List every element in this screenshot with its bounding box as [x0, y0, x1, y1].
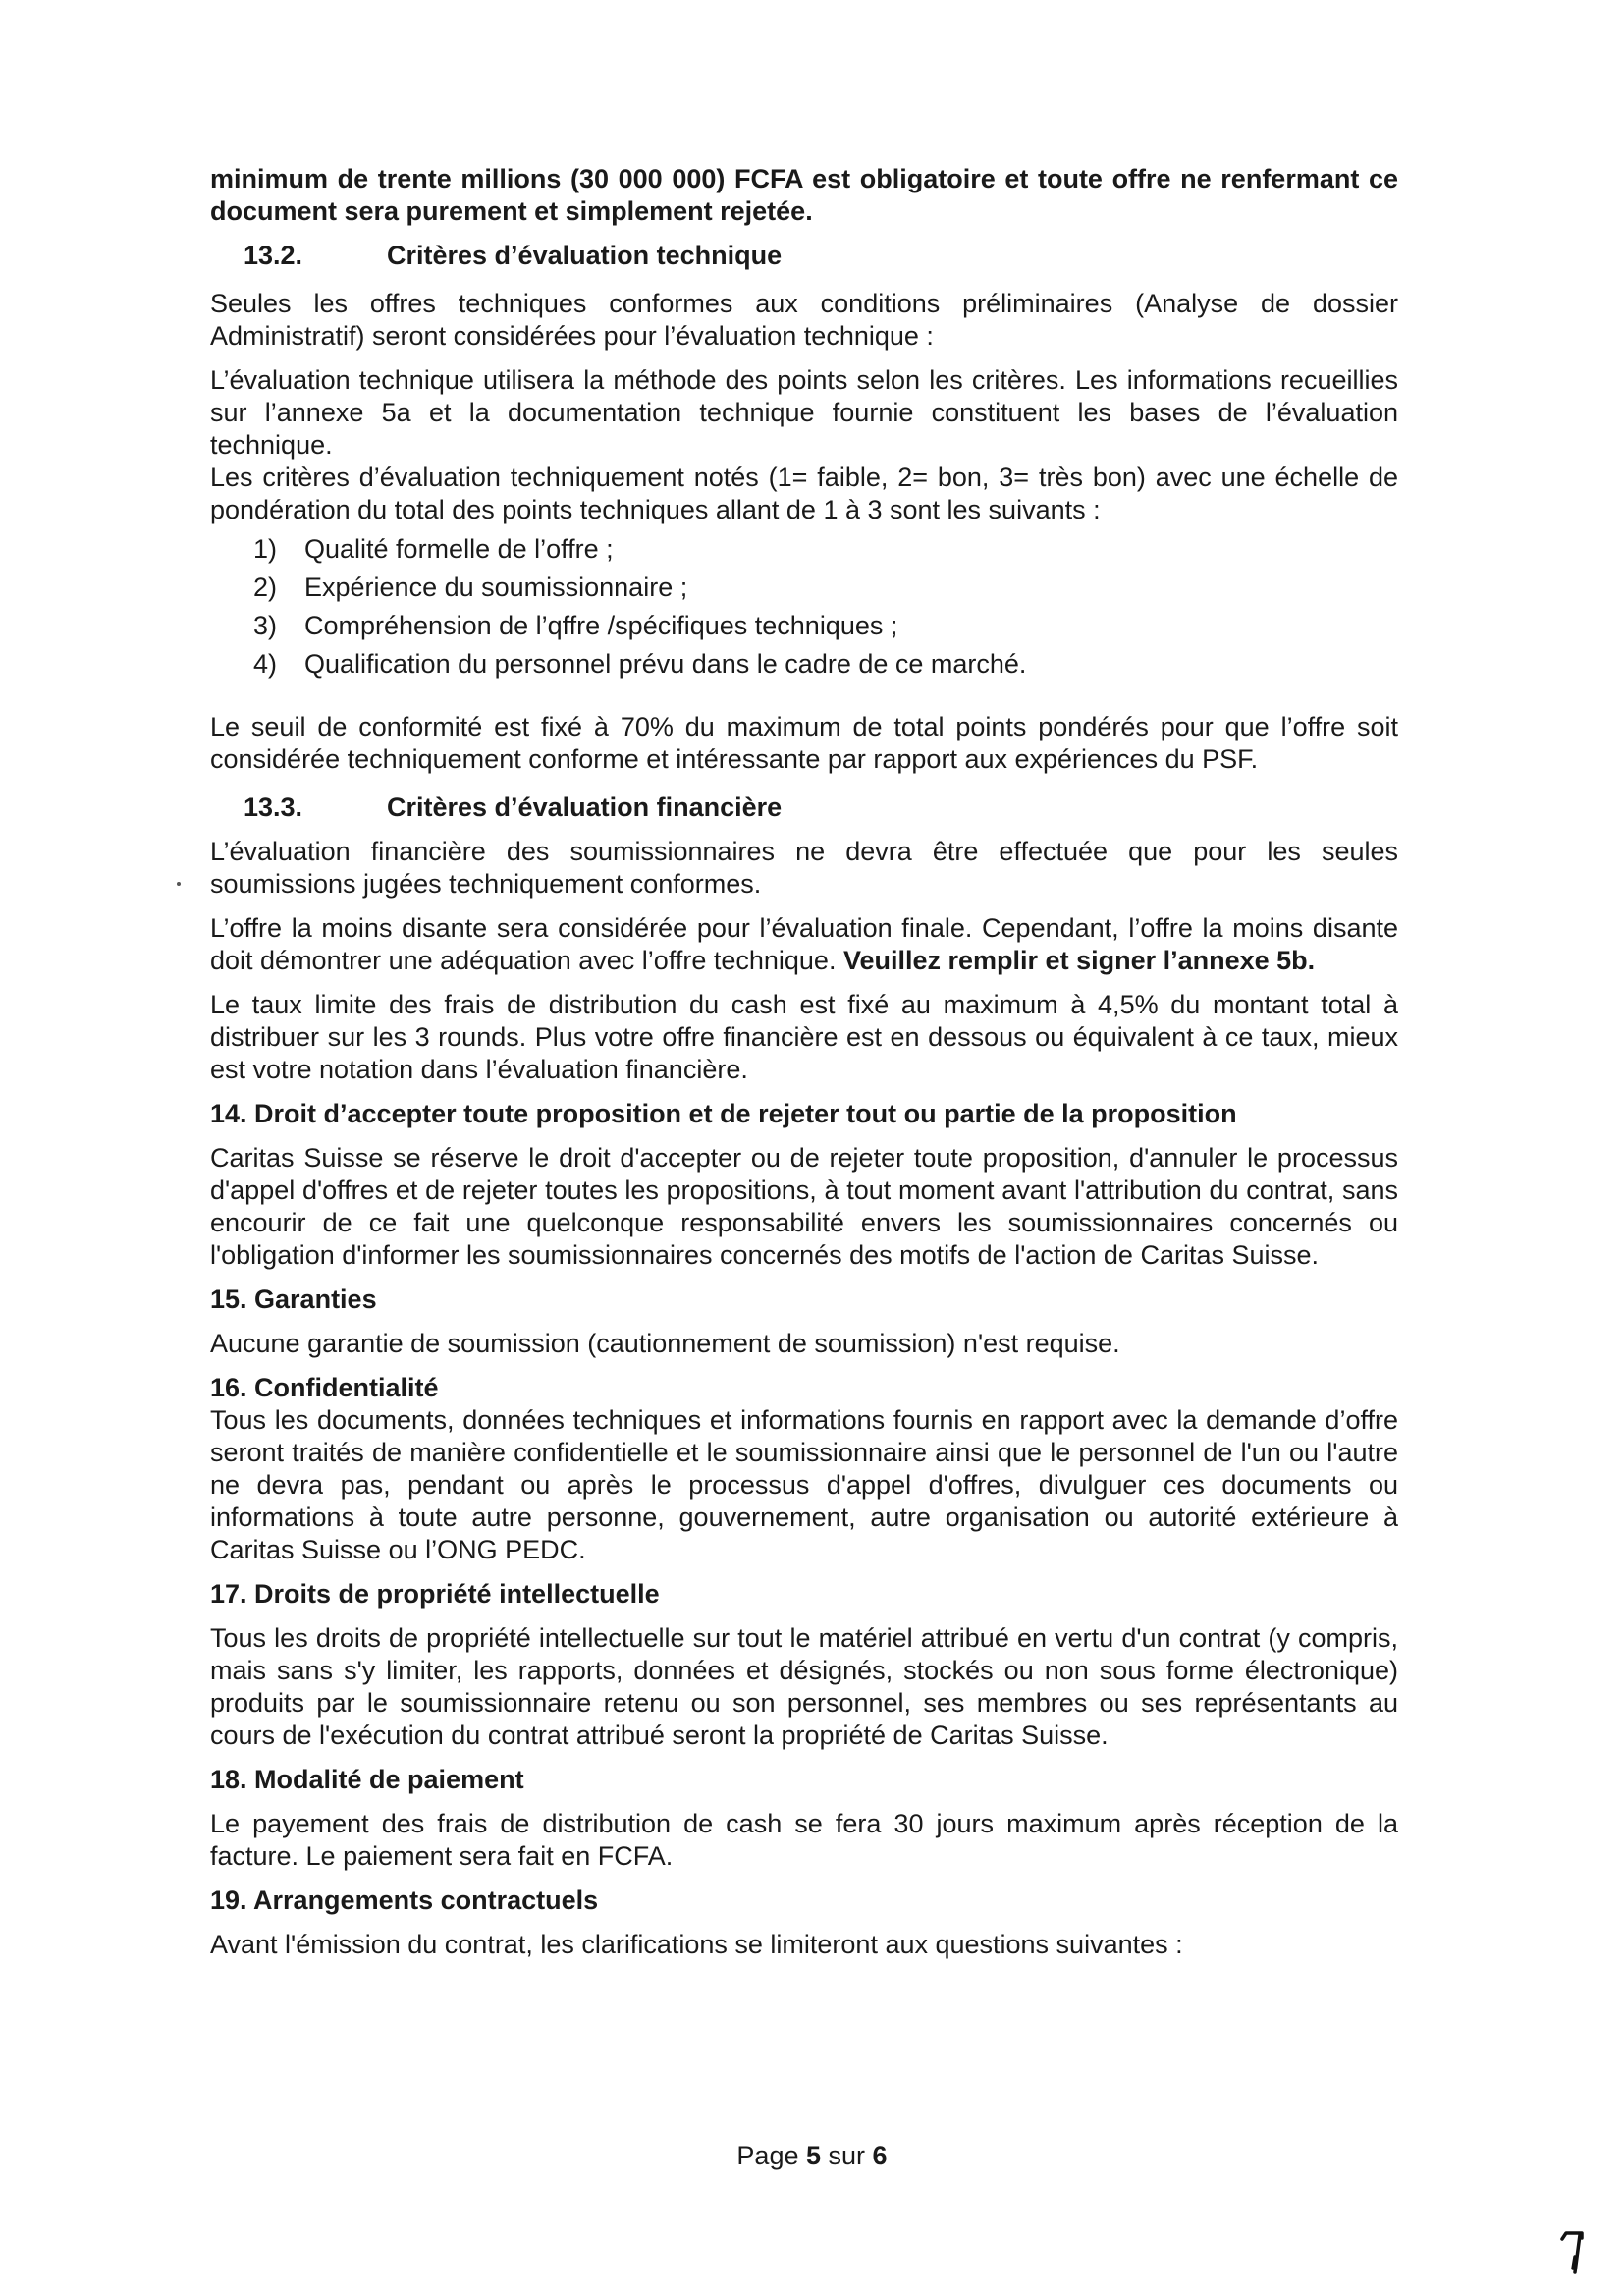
list-item [253, 530, 1398, 569]
list-item [253, 645, 1398, 683]
current-page: 5 [805, 2141, 822, 2170]
section-title: Critères d’évaluation technique [387, 241, 783, 270]
paragraph: Seules les offres techniques conformes aux conditions préliminaires (Analyse de dossier Administratif) seront considérées pour l’évaluation technique : [210, 289, 1398, 351]
page-separator: sur [821, 2141, 873, 2170]
paragraph-text: L’offre la moins disante sera considérée pour l’évaluation finale. Cependant, l’offre la moins disante doit démontrer une adéquation avec l’offre technique. [210, 913, 1398, 975]
section-15-heading: 15. Garanties [210, 1285, 377, 1314]
section-17-heading: 17. Droits de propriété intellectuelle [210, 1579, 660, 1609]
page-label: Page [736, 2141, 806, 2170]
paragraph: Les critères d’évaluation techniquement notés (1= faible, 2= bon, 3= très bon) avec une échelle de pondération du total des points techniques allant de 1 à 3 sont les suivants : [210, 463, 1398, 524]
list-item [253, 607, 1398, 645]
page-number [0, 2141, 1624, 2171]
section-number: 13.2. [244, 241, 303, 270]
annex-instruction: Veuillez remplir et signer l’annexe 5b. [842, 946, 1316, 975]
paragraph: Caritas Suisse se réserve le droit d'accepter ou de rejeter toute proposition, d'annuler le processus d'appel d'offres et de rejeter toutes les propositions, à tout moment avant l'attribution du contrat, sans encourir de ce fait une quelconque responsabilité envers les soumissionnaires concernés ou l'obligation d'informer les soumissionnaires concernés des motifs de l'action de Caritas Suisse. [210, 1143, 1398, 1270]
list-number: 3) [253, 611, 278, 640]
scan-dot [177, 882, 181, 886]
total-pages: 6 [872, 2141, 888, 2170]
handwritten-mark-icon [1558, 2229, 1588, 2276]
list-number: 2) [253, 573, 278, 602]
section-19-heading: 19. Arrangements contractuels [210, 1886, 599, 1915]
paragraph: L’évaluation technique utilisera la méthode des points selon les critères. Les informations recueillies sur l’annexe 5a et la documentation technique fournie constituent les bases de l’évaluation technique. [210, 365, 1398, 460]
paragraph: Le payement des frais de distribution de cash se fera 30 jours maximum après réception de la facture. Le paiement sera fait en FCFA. [210, 1809, 1398, 1871]
intro-paragraph: minimum de trente millions (30 000 000) FCFA est obligatoire et toute offre ne renfermant ce document sera purement et simplement rejetée. [210, 164, 1398, 226]
paragraph: L’évaluation financière des soumissionnaires ne devra être effectuée que pour les seules soumissions jugées techniquement conformes. [210, 837, 1398, 899]
section-title: Critères d’évaluation financière [387, 793, 783, 822]
list-text: Qualité formelle de l’offre ; [304, 534, 614, 564]
section-18-heading: 18. Modalité de paiement [210, 1765, 524, 1794]
list-number: 4) [253, 649, 278, 679]
list-text: Compréhension de l’qffre /spécifiques techniques ; [304, 611, 898, 640]
list-text: Expérience du soumissionnaire ; [304, 573, 688, 602]
paragraph: Aucune garantie de soumission (cautionnement de soumission) n'est requise. [210, 1329, 1120, 1358]
section-16-heading: 16. Confidentialité [210, 1373, 439, 1402]
list-item [253, 569, 1398, 607]
section-13-3-heading [244, 792, 1398, 824]
criteria-list [210, 530, 1398, 683]
list-text: Qualification du personnel prévu dans le cadre de ce marché. [304, 649, 1027, 679]
section-13-2-heading [244, 240, 1398, 272]
section-number: 13.3. [244, 793, 303, 822]
list-number: 1) [253, 534, 278, 564]
section-14-heading: 14. Droit d’accepter toute proposition et de rejeter tout ou partie de la proposition [210, 1099, 1237, 1128]
paragraph: Le taux limite des frais de distribution du cash est fixé au maximum à 4,5% du montant total à distribuer sur les 3 rounds. Plus votre offre financière est en dessous ou équivalent à ce taux, mieux est votre notation dans l’évaluation financière. [210, 990, 1398, 1084]
paragraph [210, 912, 1398, 977]
paragraph: Tous les droits de propriété intellectuelle sur tout le matériel attribué en vertu d'un contrat (y compris, mais sans s'y limiter, les rapports, données et désignés, stockés ou non sous forme électronique) produits par le soumissionnaire retenu ou son personnel, ses membres ou ses représentants au cours de l'exécution du contrat attribué seront la propriété de Caritas Suisse. [210, 1623, 1398, 1750]
paragraph: Le seuil de conformité est fixé à 70% du maximum de total points pondérés pour que l’offre soit considérée techniquement conforme et intéressante par rapport aux expériences du PSF. [210, 712, 1398, 774]
document-body [210, 163, 1398, 1961]
paragraph: Avant l'émission du contrat, les clarifications se limiteront aux questions suivantes : [210, 1930, 1183, 1959]
paragraph: Tous les documents, données techniques et informations fournis en rapport avec la demande d’offre seront traités de manière confidentielle et le soumissionnaire ainsi que le personnel de l'un ou l'autre ne devra pas, pendant ou après le processus d'appel d'offres, divulguer ces documents ou informations à toute autre personne, gouvernement, autre organisation ou autorité extérieure à Caritas Suisse ou l’ONG PEDC. [210, 1405, 1398, 1564]
